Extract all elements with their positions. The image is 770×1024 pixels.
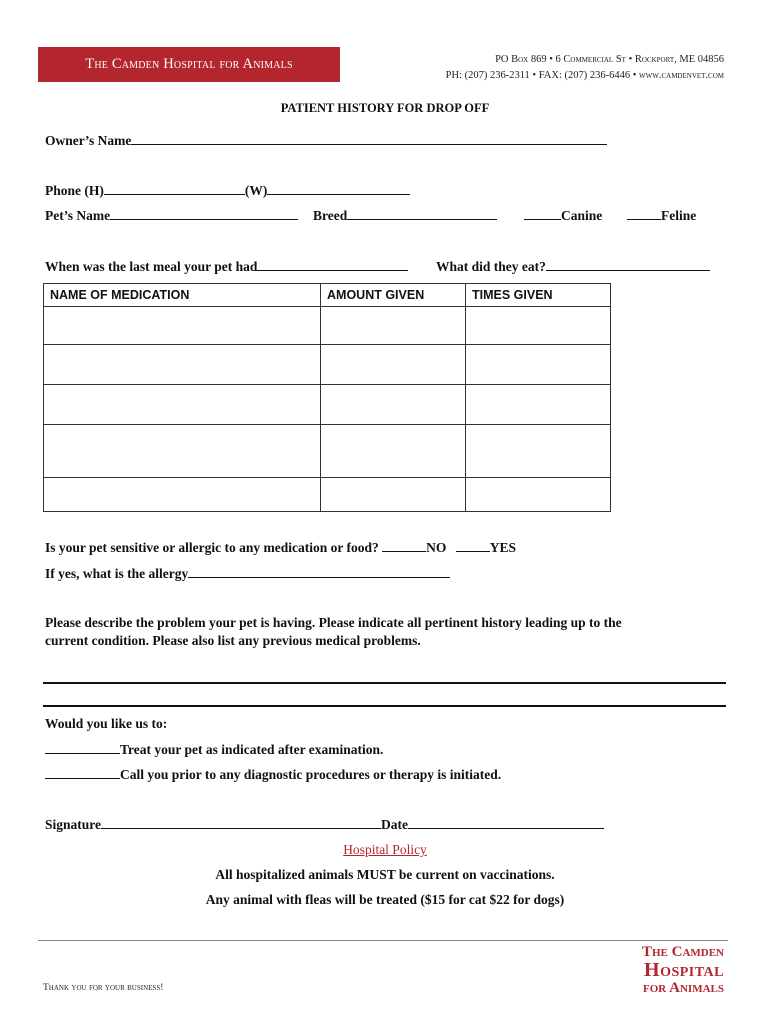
footer-logo-line3: for Animals bbox=[643, 980, 724, 996]
contact-info bbox=[446, 52, 724, 84]
last-meal-field[interactable] bbox=[257, 258, 408, 271]
owner-name-field[interactable] bbox=[131, 132, 607, 145]
amount-cell[interactable] bbox=[321, 478, 466, 512]
medication-cell[interactable] bbox=[44, 307, 321, 345]
table-row bbox=[44, 425, 611, 478]
problem-instructions-1: Please describe the problem your pet is having. Please indicate all pertinent history leading up to the bbox=[45, 615, 622, 630]
amount-cell[interactable] bbox=[321, 345, 466, 385]
option-treat-row bbox=[45, 741, 383, 758]
amount-cell[interactable] bbox=[321, 307, 466, 345]
allergy-question-row bbox=[45, 539, 516, 556]
problem-answer-line[interactable] bbox=[43, 705, 726, 707]
column-header-amount: AMOUNT GIVEN bbox=[321, 284, 466, 307]
allergy-detail-field[interactable] bbox=[188, 565, 450, 578]
medication-table bbox=[43, 283, 611, 512]
owner-name-row bbox=[45, 132, 607, 149]
what-eat-field[interactable] bbox=[546, 258, 710, 271]
option-call-label: Call you prior to any diagnostic procedures or therapy is initiated. bbox=[120, 767, 502, 782]
phone-home-label: Phone (H) bbox=[45, 183, 104, 198]
footer-logo-line2: Hospital bbox=[644, 959, 724, 981]
breed-field[interactable] bbox=[347, 207, 497, 220]
canine-label: Canine bbox=[561, 208, 603, 223]
brand-name: The Camden Hospital for Animals bbox=[85, 56, 293, 72]
footer-logo-line1: The Camden bbox=[641, 944, 724, 960]
table-row bbox=[44, 307, 611, 345]
allergy-detail-row bbox=[45, 565, 450, 582]
table-row bbox=[44, 345, 611, 385]
date-label: Date bbox=[381, 817, 409, 832]
allergy-detail-label: If yes, what is the allergy bbox=[45, 566, 189, 581]
amount-cell[interactable] bbox=[321, 425, 466, 478]
policy-line-vaccinations: All hospitalized animals MUST be current on vaccinations. bbox=[215, 867, 555, 882]
table-header-row bbox=[44, 284, 611, 307]
medication-cell[interactable] bbox=[44, 425, 321, 478]
option-call-checkbox[interactable] bbox=[45, 766, 120, 779]
pet-name-field[interactable] bbox=[110, 207, 298, 220]
allergy-no-checkbox[interactable] bbox=[382, 539, 426, 552]
medication-cell[interactable] bbox=[44, 345, 321, 385]
times-cell[interactable] bbox=[466, 307, 611, 345]
owner-name-label: Owner’s Name bbox=[45, 133, 132, 148]
option-call-row bbox=[45, 766, 501, 783]
pet-name-label: Pet’s Name bbox=[45, 208, 111, 223]
option-treat-checkbox[interactable] bbox=[45, 741, 120, 754]
footer-logo bbox=[642, 943, 724, 997]
date-field[interactable] bbox=[408, 816, 604, 829]
allergy-yes-label: YES bbox=[489, 540, 516, 555]
phone-home-field[interactable] bbox=[104, 182, 245, 195]
problem-instructions-2: current condition. Please also list any previous medical problems. bbox=[45, 633, 421, 648]
signature-row bbox=[45, 816, 604, 833]
signature-label: Signature bbox=[45, 817, 102, 832]
times-cell[interactable] bbox=[466, 345, 611, 385]
phone-fax-line: PH: (207) 236-2311 • FAX: (207) 236-6446 • www.camdenvet.com bbox=[445, 70, 724, 81]
allergy-no-label: NO bbox=[426, 540, 447, 555]
pet-row bbox=[45, 207, 298, 224]
option-treat-label: Treat your pet as indicated after examination. bbox=[120, 742, 384, 757]
phone-row bbox=[45, 182, 410, 199]
allergy-yes-checkbox[interactable] bbox=[456, 539, 490, 552]
feline-row bbox=[627, 207, 696, 224]
amount-cell[interactable] bbox=[321, 385, 466, 425]
phone-work-label: (W) bbox=[244, 183, 268, 198]
column-header-medication: NAME OF MEDICATION bbox=[44, 284, 321, 307]
address-line: PO Box 869 • 6 Commercial St • Rockport, ME 04856 bbox=[495, 54, 724, 65]
allergy-question: Is your pet sensitive or allergic to any medication or food? bbox=[45, 540, 379, 555]
last-meal-row bbox=[45, 258, 408, 275]
policy-heading-row bbox=[0, 842, 770, 858]
phone-work-field[interactable] bbox=[267, 182, 410, 195]
what-eat-label: What did they eat? bbox=[436, 259, 546, 274]
policy-line-fleas: Any animal with fleas will be treated ($15 for cat $22 for dogs) bbox=[205, 892, 565, 907]
medication-cell[interactable] bbox=[44, 478, 321, 512]
problem-answer-line[interactable] bbox=[43, 682, 726, 684]
breed-label: Breed bbox=[313, 208, 348, 223]
canine-row bbox=[524, 207, 602, 224]
brand-banner bbox=[38, 47, 340, 82]
policy-link[interactable]: Hospital Policy bbox=[343, 842, 427, 857]
times-cell[interactable] bbox=[466, 425, 611, 478]
what-eat-row bbox=[436, 258, 710, 275]
options-heading: Would you like us to: bbox=[45, 716, 168, 731]
times-cell[interactable] bbox=[466, 478, 611, 512]
footer-divider bbox=[38, 940, 728, 941]
times-cell[interactable] bbox=[466, 385, 611, 425]
feline-checkbox[interactable] bbox=[627, 207, 661, 220]
table-row bbox=[44, 385, 611, 425]
thank-you-note: Thank you for your business! bbox=[43, 983, 164, 993]
form-title: PATIENT HISTORY FOR DROP OFF bbox=[280, 101, 490, 115]
feline-label: Feline bbox=[661, 208, 697, 223]
signature-field[interactable] bbox=[101, 816, 381, 829]
breed-row bbox=[313, 207, 497, 224]
column-header-times: TIMES GIVEN bbox=[466, 284, 611, 307]
medication-cell[interactable] bbox=[44, 385, 321, 425]
table-row bbox=[44, 478, 611, 512]
canine-checkbox[interactable] bbox=[524, 207, 561, 220]
last-meal-label: When was the last meal your pet had bbox=[45, 259, 258, 274]
